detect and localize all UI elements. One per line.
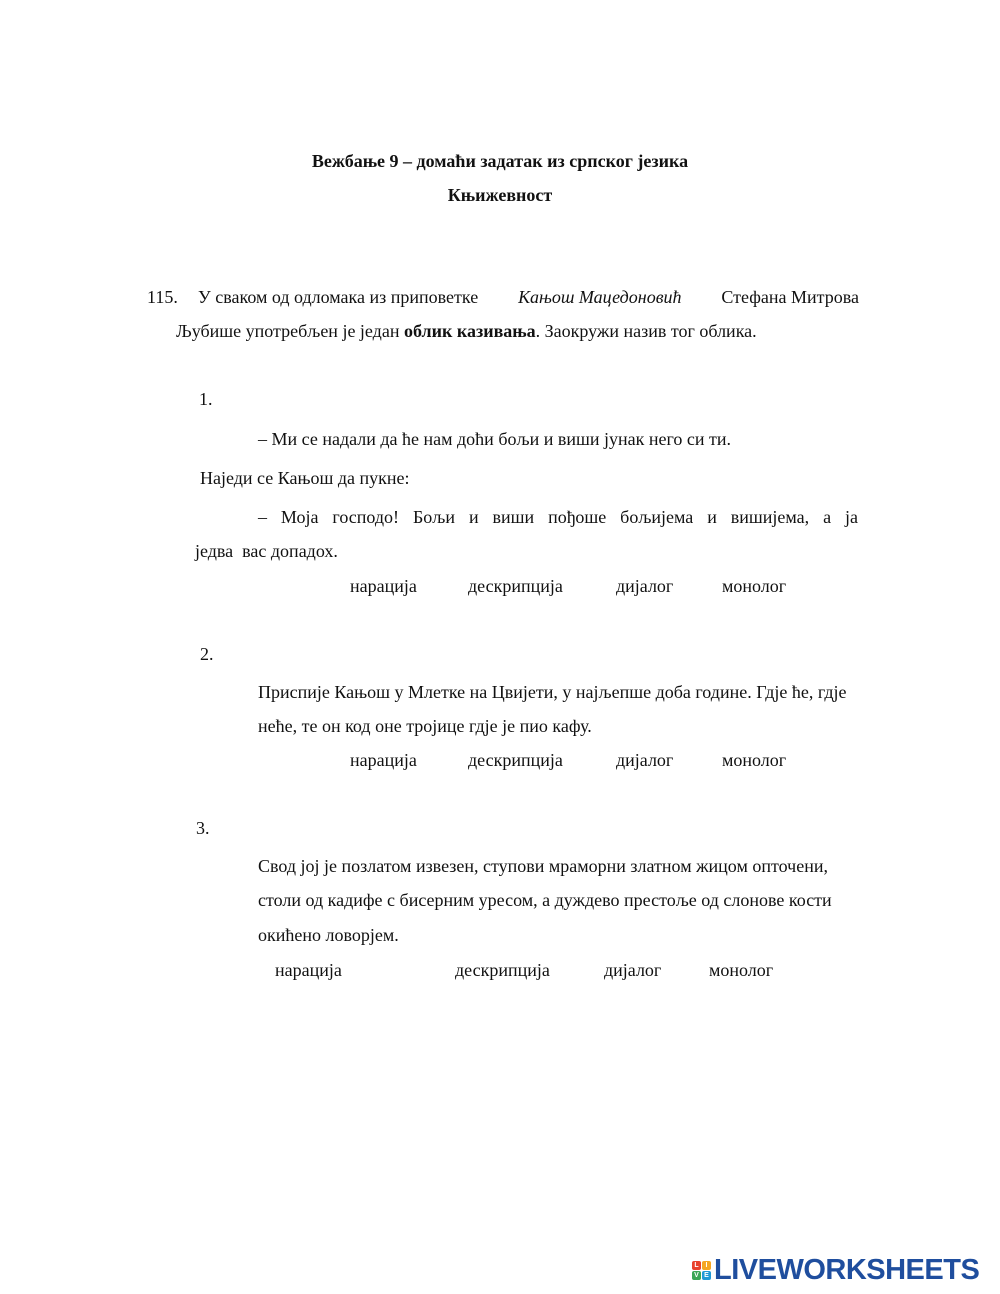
passage-line: неће, те он код оне тројице гдје је пио кафу. xyxy=(258,716,592,736)
task-line1-start: У сваком од одломака из приповетке xyxy=(198,287,479,307)
logo-block: I xyxy=(702,1261,711,1270)
option-monologue[interactable]: монолог xyxy=(722,576,787,596)
passage-line: Наједи се Кањош да пукне: xyxy=(200,468,410,488)
option-dialogue[interactable]: дијалог xyxy=(604,960,662,980)
item-number: 1. xyxy=(199,389,213,409)
task-instruction-line-2 xyxy=(176,322,757,340)
logo-block: L xyxy=(692,1261,701,1270)
task-key-term: облик казивања xyxy=(403,321,536,341)
option-narration[interactable]: нарација xyxy=(275,960,342,980)
passage-line: – Моја господо! Бољи и виши пођоше бољијема и вишијема, а ја xyxy=(258,507,858,527)
passage-line: – Ми се надали да ће нам доћи бољи и виши јунак него си ти. xyxy=(258,429,732,449)
option-narration[interactable]: нарација xyxy=(350,576,417,596)
passage-line: Приспије Кањош у Млетке на Цвијети, у најљепше доба године. Гдје ће, гдје xyxy=(258,682,847,702)
option-dialogue[interactable]: дијалог xyxy=(616,750,674,770)
option-monologue[interactable]: монолог xyxy=(709,960,774,980)
item-number: 2. xyxy=(200,644,214,664)
option-dialogue[interactable]: дијалог xyxy=(616,576,674,596)
page-subtitle: Књижевност xyxy=(447,185,553,205)
task-line2-start: Љубише употребљен је један xyxy=(176,321,400,341)
passage-line: окићено ловорјем. xyxy=(258,925,399,945)
passage-line: столи од кадифе с бисерним уресом, а дуждево престоље од слонове кости xyxy=(258,890,832,910)
page-title: Вежбање 9 – домаћи задатак из српског језика xyxy=(311,151,689,171)
logo-text: LIVEWORKSHEETS xyxy=(714,1253,980,1286)
option-description[interactable]: дескрипција xyxy=(468,576,563,596)
logo-blocks-icon xyxy=(692,1261,711,1280)
passage-line: једва вас допадох. xyxy=(195,541,338,561)
option-monologue[interactable]: монолог xyxy=(722,750,787,770)
task-line2-end: . Заокружи назив тог облика. xyxy=(535,321,757,341)
logo-block: E xyxy=(702,1271,711,1280)
task-number: 115. xyxy=(147,287,178,307)
liveworksheets-logo[interactable] xyxy=(692,1255,979,1285)
task-instruction-line-1 xyxy=(198,288,859,306)
item-number: 3. xyxy=(196,818,210,838)
logo-block: V xyxy=(692,1271,701,1280)
option-description[interactable]: дескрипција xyxy=(455,960,550,980)
option-description[interactable]: дескрипција xyxy=(468,750,563,770)
option-narration[interactable]: нарација xyxy=(350,750,417,770)
task-line1-end: Стефана Митрова xyxy=(721,287,859,307)
passage-line: Свод јој је позлатом извезен, ступови мраморни златном жицом опточени, xyxy=(258,856,828,876)
story-title: Кањош Мацедоновић xyxy=(518,287,682,307)
